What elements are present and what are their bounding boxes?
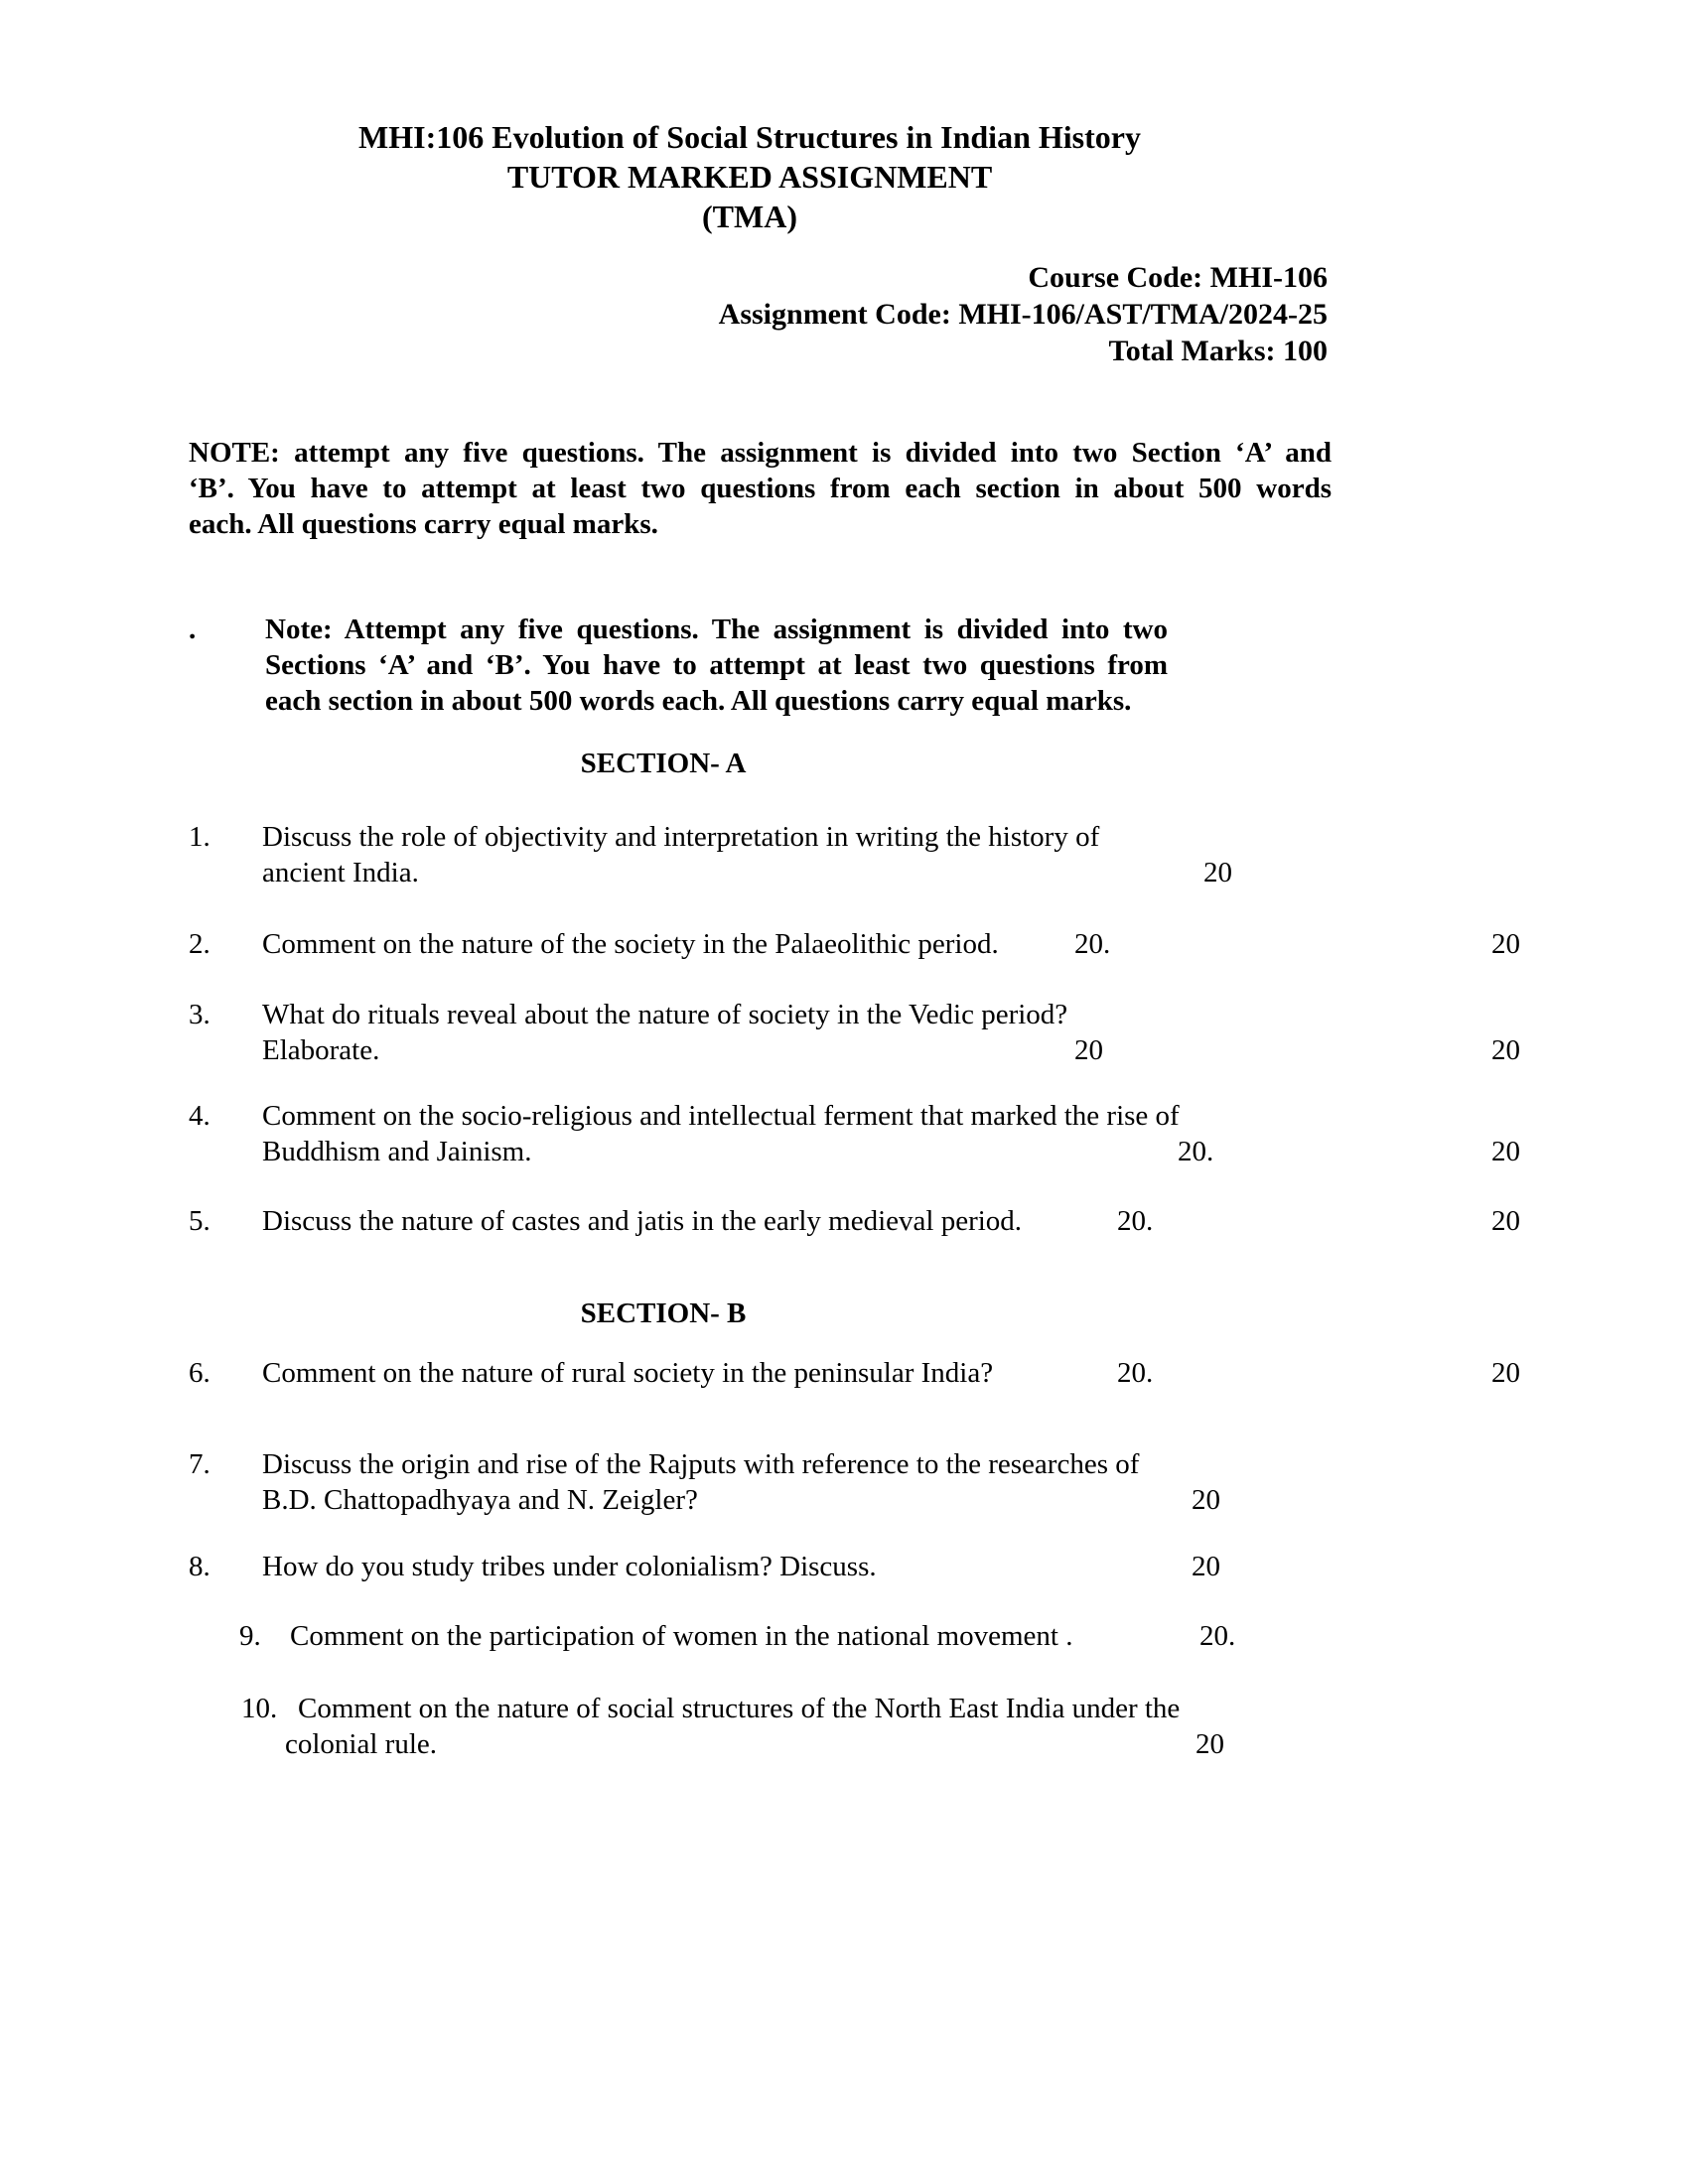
question-7 (0, 1446, 1688, 1526)
marks-value: 20. (1199, 1620, 1236, 1652)
question-number: 5. (189, 1205, 211, 1237)
note-secondary (265, 612, 1168, 719)
note-primary-line-1: NOTE: attempt any five questions. The assignment is divided into two Section ‘A’ and (189, 437, 1332, 469)
section-b-heading: SECTION- B (580, 1297, 747, 1329)
note-secondary-bullet: . (189, 614, 197, 645)
marks-value-right: 20 (1491, 1034, 1520, 1066)
question-text-line: Comment on the nature of social structures of the North East India under the (298, 1693, 1181, 1724)
question-text-line: Elaborate. (262, 1034, 380, 1066)
question-number: 6. (189, 1357, 211, 1389)
question-text-line: Buddhism and Jainism. (262, 1136, 532, 1167)
title-line-tma-abbr: (TMA) (702, 199, 797, 234)
title-line-tma: TUTOR MARKED ASSIGNMENT (506, 159, 993, 195)
question-text-line: ancient India. (262, 857, 419, 888)
marks-value: 20 (1196, 1728, 1224, 1760)
marks-value: 20 (1074, 1034, 1103, 1066)
question-number: 2. (189, 928, 211, 960)
note-secondary-line-1: Note: Attempt any five questions. The assignment is divided into two (265, 614, 1168, 645)
question-number: 3. (189, 999, 211, 1030)
question-text-line: Comment on the nature of rural society in the peninsular India? (262, 1357, 994, 1389)
question-2 (0, 926, 1688, 1006)
marks-value: 20. (1117, 1205, 1154, 1237)
marks-value: 20 (1192, 1551, 1220, 1582)
question-number: 10. (241, 1693, 278, 1724)
note-primary-line-3: each. All questions carry equal marks. (189, 508, 658, 540)
codes-block (0, 259, 1328, 369)
question-1 (0, 819, 1688, 898)
marks-value: 20. (1117, 1357, 1154, 1389)
question-text-line: colonial rule. (285, 1728, 438, 1760)
question-text-line: Discuss the role of objectivity and interpretation in writing the history of (262, 821, 1100, 853)
question-text-line: B.D. Chattopadhyaya and N. Zeigler? (262, 1484, 698, 1516)
question-text-line: How do you study tribes under colonialism? Discuss. (262, 1551, 877, 1582)
marks-value-right: 20 (1491, 1357, 1520, 1389)
question-number: 7. (189, 1448, 211, 1480)
marks-value: 20. (1074, 928, 1111, 960)
question-text-line: Comment on the participation of women in the national movement . (290, 1620, 1073, 1652)
note-secondary-line-3: each section in about 500 words each. All questions carry equal marks. (265, 685, 1132, 717)
note-primary (189, 435, 1332, 542)
question-text-line: Comment on the nature of the society in the Palaeolithic period. (262, 928, 999, 960)
question-number: 9. (239, 1620, 261, 1652)
document-title (187, 117, 1313, 236)
question-5 (0, 1203, 1688, 1283)
question-text-line: Discuss the origin and rise of the Rajputs with reference to the researches of (262, 1448, 1140, 1480)
note-secondary-line-2: Sections ‘A’ and ‘B’. You have to attempt at least two questions from (265, 649, 1168, 681)
question-number: 1. (189, 821, 211, 853)
course-code: Course Code: MHI-106 (1028, 261, 1328, 294)
marks-value-right: 20 (1491, 1205, 1520, 1237)
question-number: 8. (189, 1551, 211, 1582)
marks-value: 20 (1192, 1484, 1220, 1516)
question-text-line: Discuss the nature of castes and jatis in the early medieval period. (262, 1205, 1023, 1237)
question-6 (0, 1355, 1688, 1434)
question-4 (0, 1098, 1688, 1177)
marks-value-right: 20 (1491, 1136, 1520, 1167)
question-text-line: What do rituals reveal about the nature of society in the Vedic period? (262, 999, 1068, 1030)
title-line-course: MHI:106 Evolution of Social Structures in Indian History (358, 119, 1141, 155)
question-number: 4. (189, 1100, 211, 1132)
section-a-heading: SECTION- A (580, 748, 747, 779)
marks-value: 20. (1178, 1136, 1214, 1167)
question-8 (0, 1549, 1688, 1628)
marks-value-right: 20 (1491, 928, 1520, 960)
question-10 (0, 1691, 1688, 1770)
question-3 (0, 997, 1688, 1076)
note-primary-line-2: ‘B’. You have to attempt at least two questions from each section in about 500 words (189, 473, 1332, 504)
assignment-code: Assignment Code: MHI-106/AST/TMA/2024-25 (718, 298, 1328, 331)
total-marks: Total Marks: 100 (1108, 335, 1328, 367)
question-9 (0, 1618, 1688, 1698)
question-text-line: Comment on the socio-religious and intellectual ferment that marked the rise of (262, 1100, 1180, 1132)
marks-value: 20 (1203, 857, 1232, 888)
